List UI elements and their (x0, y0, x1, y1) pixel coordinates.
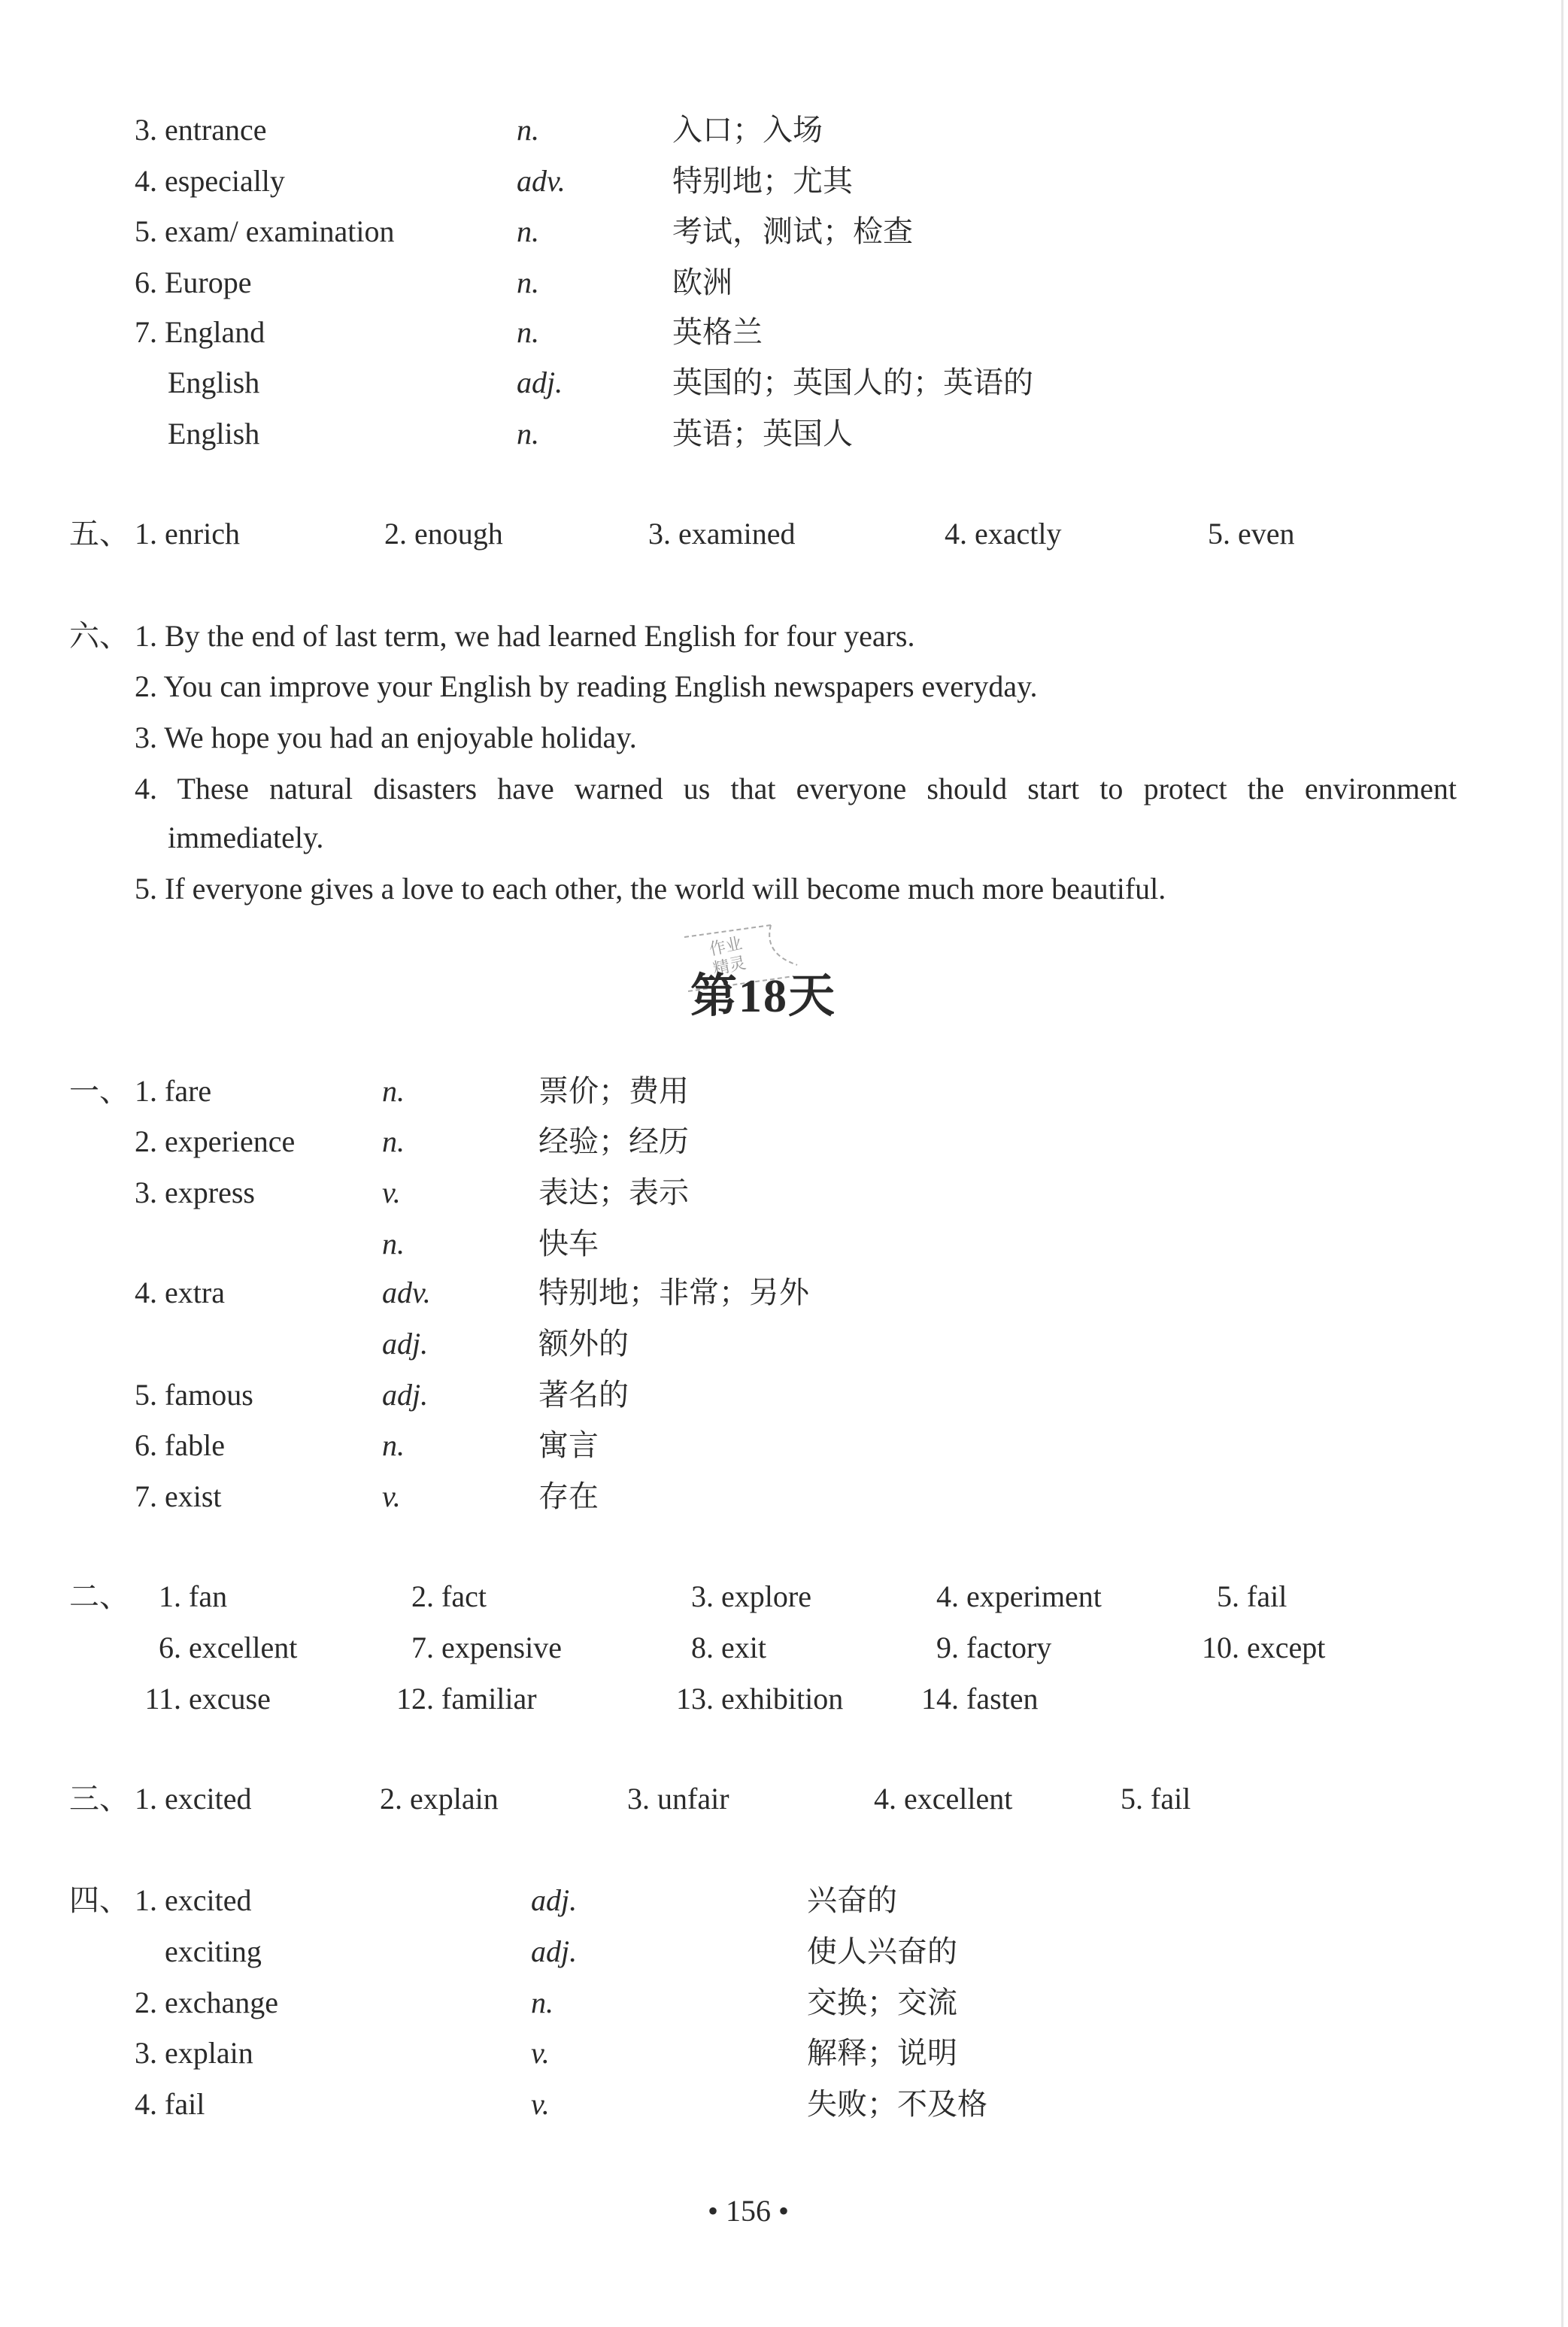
item-word: factory (959, 1631, 1052, 1664)
chinese-meaning: 英语；英国人 (672, 417, 853, 451)
chinese-meaning: 失败；不及格 (807, 2087, 987, 2121)
answer-sentence: 2. You can improve your English by reading English newspapers everyday. (135, 669, 1038, 703)
vocab-word: 3. explain (135, 2036, 253, 2070)
part-of-speech: n. (517, 417, 539, 451)
page-number: • 156 • (707, 2194, 789, 2228)
vocab-word: 1. fare (135, 1074, 212, 1108)
item-word: familiar (434, 1682, 537, 1716)
part-of-speech: adj. (531, 1883, 578, 1917)
answer-item (906, 1631, 1051, 1665)
vocab-word: 7. England (135, 315, 265, 349)
part-of-speech: n. (382, 1124, 405, 1158)
answer-item (129, 1631, 297, 1665)
chinese-meaning: 表达；表示 (538, 1176, 689, 1209)
answer-item (129, 1579, 227, 1614)
vocab-word: 6. fable (135, 1428, 225, 1462)
item-word: excuse (181, 1682, 271, 1716)
answer-item (906, 1682, 1039, 1716)
part-of-speech: n. (382, 1428, 405, 1462)
part-of-speech: n. (517, 214, 539, 248)
item-word: except (1239, 1631, 1326, 1664)
answer-item: 1. enrich (135, 517, 240, 551)
vocab-word: 5. famous (135, 1378, 253, 1412)
chinese-meaning: 额外的 (538, 1327, 629, 1361)
section-marker: 三、 (69, 1782, 129, 1816)
section-marker: 六、 (69, 619, 129, 653)
part-of-speech: n. (382, 1227, 405, 1261)
vocab-word: 3. express (135, 1176, 255, 1209)
answer-item (381, 1631, 562, 1665)
section-marker: 一、 (69, 1074, 129, 1108)
item-word: exit (714, 1631, 766, 1664)
vocab-word: 1. excited (135, 1883, 252, 1917)
answer-sentence: immediately. (168, 821, 324, 854)
vocab-word: 6. Europe (135, 265, 252, 299)
vocab-word: English (168, 366, 260, 399)
answer-item (1187, 1631, 1325, 1665)
vocab-word: 7. exist (135, 1479, 222, 1513)
vocab-word: 2. exchange (135, 1986, 279, 2019)
part-of-speech: adv. (382, 1276, 431, 1309)
chinese-meaning: 快车 (538, 1227, 599, 1261)
part-of-speech: adv. (517, 164, 566, 198)
item-number: 9. (936, 1631, 959, 1664)
vocab-word: exciting (165, 1934, 262, 1968)
item-number: 1. (159, 1579, 181, 1613)
chinese-meaning: 解释；说明 (807, 2036, 957, 2070)
item-word: expensive (434, 1631, 562, 1664)
vocab-word: 4. extra (135, 1276, 225, 1309)
chinese-meaning: 入口；入场 (672, 113, 823, 147)
part-of-speech: v. (382, 1479, 401, 1513)
vocab-word: 5. exam/ examination (135, 214, 395, 248)
item-number: 7. (411, 1631, 434, 1664)
answer-item: 5. fail (1121, 1782, 1191, 1816)
part-of-speech: adj. (382, 1378, 429, 1412)
part-of-speech: adj. (531, 1934, 578, 1968)
item-word: fasten (959, 1682, 1039, 1716)
answer-item (381, 1579, 487, 1614)
chinese-meaning: 著名的 (538, 1378, 629, 1412)
answer-sentence: 5. If everyone gives a love to each other, the world will become much more beautiful. (135, 872, 1166, 906)
item-number: 5. (1217, 1579, 1239, 1613)
svg-text:精灵: 精灵 (711, 953, 748, 978)
part-of-speech: v. (531, 2087, 550, 2121)
chinese-meaning: 英格兰 (672, 315, 763, 349)
chinese-meaning: 兴奋的 (807, 1883, 897, 1917)
part-of-speech: n. (531, 1986, 554, 2019)
part-of-speech: adj. (382, 1327, 429, 1361)
chinese-meaning: 欧洲 (672, 265, 732, 299)
item-word: fact (434, 1579, 487, 1613)
chinese-meaning: 考试，测试；检查 (672, 214, 913, 248)
answer-item: 5. even (1208, 517, 1295, 551)
item-number: 4. (936, 1579, 959, 1613)
part-of-speech: n. (382, 1074, 405, 1108)
section-marker: 四、 (69, 1883, 129, 1917)
answer-sentence: 3. We hope you had an enjoyable holiday. (135, 721, 637, 754)
vocab-word: 4. especially (135, 164, 285, 198)
item-word: excellent (181, 1631, 298, 1664)
svg-text:作业: 作业 (707, 933, 745, 959)
answer-item: 4. excellent (874, 1782, 1013, 1816)
item-number: 6. (159, 1631, 181, 1664)
item-number: 13. (676, 1682, 714, 1716)
day-title: 第18天 (690, 971, 836, 1022)
chinese-meaning: 特别地；非常；另外 (538, 1276, 809, 1309)
vocab-word: 4. fail (135, 2087, 205, 2121)
chinese-meaning: 使人兴奋的 (807, 1934, 957, 1968)
section-marker: 二、 (69, 1579, 129, 1613)
item-word: fan (181, 1579, 228, 1613)
answer-item (1187, 1579, 1287, 1614)
answer-sentence: 4. These natural disasters have warned us that everyone should start to protect the environment (135, 772, 1457, 806)
part-of-speech: n. (517, 113, 539, 147)
answer-item (129, 1682, 271, 1716)
part-of-speech: adj. (517, 366, 563, 399)
item-word: fail (1239, 1579, 1287, 1613)
answer-item: 3. examined (648, 517, 796, 551)
item-number: 10. (1202, 1631, 1239, 1664)
chinese-meaning: 经验；经历 (538, 1124, 689, 1158)
item-number: 8. (691, 1631, 714, 1664)
answer-item: 4. exactly (945, 517, 1062, 551)
chinese-meaning: 寓言 (538, 1428, 599, 1462)
answer-item (661, 1579, 811, 1614)
part-of-speech: v. (531, 2036, 550, 2070)
chinese-meaning: 票价；费用 (538, 1074, 689, 1108)
page-edge (1561, 0, 1563, 2327)
chinese-meaning: 特别地；尤其 (672, 164, 853, 198)
answer-item (661, 1682, 843, 1716)
vocab-word: 3. entrance (135, 113, 267, 147)
answer-item: 2. enough (384, 517, 503, 551)
item-number: 2. (411, 1579, 434, 1613)
answer-item (906, 1579, 1102, 1614)
item-number: 14. (921, 1682, 959, 1716)
item-word: experiment (959, 1579, 1102, 1613)
answer-item (661, 1631, 766, 1665)
answer-item: 2. explain (380, 1782, 499, 1816)
part-of-speech: v. (382, 1176, 401, 1209)
answer-item: 3. unfair (627, 1782, 729, 1816)
answer-item (381, 1682, 537, 1716)
part-of-speech: n. (517, 265, 539, 299)
answer-item: 1. excited (135, 1782, 252, 1816)
item-word: exhibition (714, 1682, 844, 1716)
item-number: 11. (144, 1682, 181, 1716)
vocab-word: 2. experience (135, 1124, 296, 1158)
chinese-meaning: 存在 (538, 1479, 599, 1513)
part-of-speech: n. (517, 315, 539, 349)
item-number: 3. (691, 1579, 714, 1613)
answer-sentence: 1. By the end of last term, we had learned English for four years. (135, 619, 915, 653)
item-word: explore (714, 1579, 811, 1613)
chinese-meaning: 交换；交流 (807, 1986, 957, 2019)
chinese-meaning: 英国的；英国人的；英语的 (672, 366, 1033, 399)
item-number: 12. (396, 1682, 434, 1716)
vocab-word: English (168, 417, 260, 451)
section-marker: 五、 (69, 517, 129, 551)
